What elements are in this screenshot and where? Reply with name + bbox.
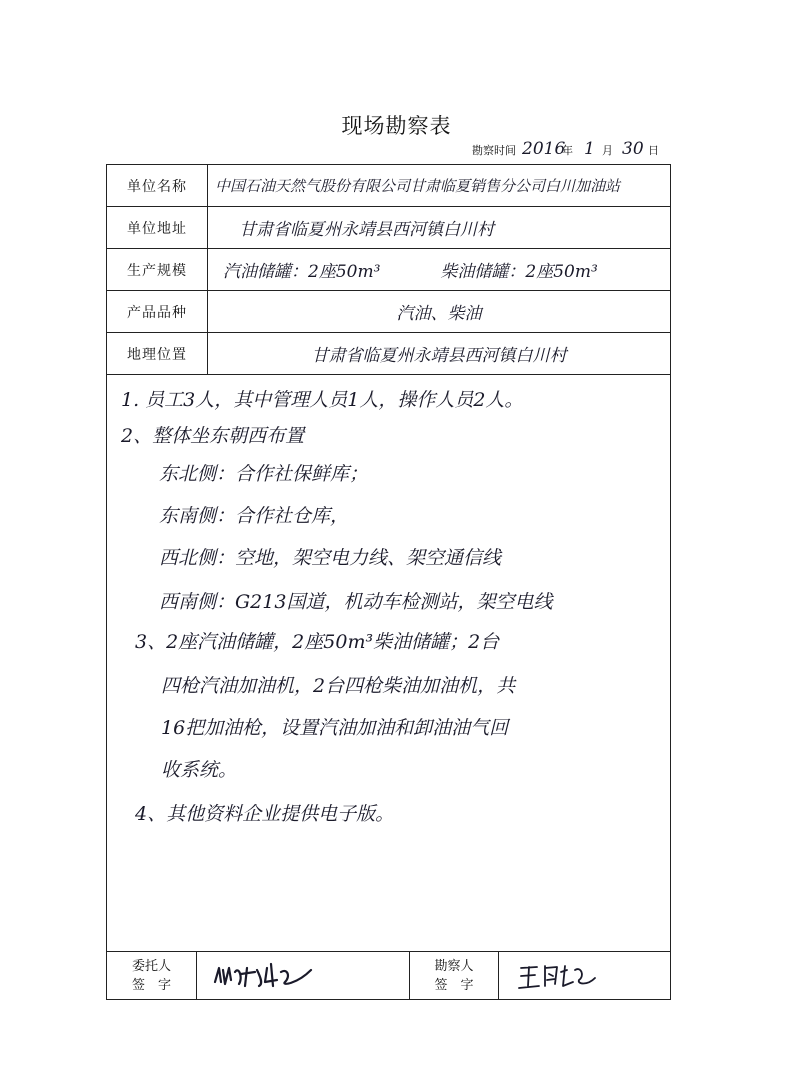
surveyor-signature-label	[409, 952, 499, 999]
survey-form	[106, 164, 671, 1000]
date-month: 1	[584, 139, 595, 159]
client-label-line2: 签 字	[131, 977, 171, 993]
note-line: 西南侧：G213国道，机动车检测站，架空电线	[159, 591, 553, 613]
note-line: 2、整体坐东朝西布置	[121, 425, 305, 447]
date-day-unit: 日	[648, 144, 659, 157]
field-row-location	[107, 333, 670, 375]
field-value-unit-name: 中国石油天然气股份有限公司甘肃临夏销售分公司白川加油站	[215, 177, 621, 195]
field-value-address: 甘肃省临夏州永靖县西河镇白川村	[239, 220, 494, 240]
field-row-address	[107, 207, 670, 249]
field-value-scale	[223, 249, 664, 290]
surveyor-label-line1: 勘察人	[434, 958, 474, 974]
field-value-location: 甘肃省临夏州永靖县西河镇白川村	[311, 346, 567, 366]
field-row-products	[107, 291, 670, 333]
surveyor-signature-image	[515, 958, 605, 994]
field-label: 生产规模	[107, 249, 208, 290]
date-day: 30	[622, 139, 644, 159]
diesel-tank-value: 柴油储罐：2座50m³	[440, 262, 598, 282]
survey-notes	[107, 375, 670, 951]
field-label: 单位地址	[107, 207, 208, 248]
client-signature-image	[211, 958, 321, 994]
form-title: 现场勘察表	[341, 114, 452, 138]
field-label: 产品品种	[107, 291, 208, 332]
date-year: 2016	[522, 139, 566, 159]
note-line: 东北侧：合作社保鲜库；	[159, 463, 369, 485]
note-line: 3、2座汽油储罐，2座50m³柴油储罐；2台	[135, 631, 500, 653]
client-label-line1: 委托人	[131, 958, 171, 974]
surveyor-label-line2: 签 字	[434, 977, 474, 993]
note-line: 4、其他资料企业提供电子版。	[135, 803, 395, 825]
note-line: 16把加油枪，设置汽油加油和卸油油气回	[161, 717, 509, 739]
signature-row	[107, 951, 670, 999]
date-year-unit: 年	[562, 144, 573, 157]
field-label: 地理位置	[107, 333, 208, 374]
note-line: 西北侧：空地，架空电力线、架空通信线	[159, 547, 502, 569]
client-signature-label	[107, 952, 197, 999]
field-label: 单位名称	[107, 165, 208, 206]
field-value-products: 汽油、柴油	[396, 304, 482, 324]
survey-date	[472, 138, 672, 162]
date-month-unit: 月	[602, 144, 613, 157]
surveyor-signature	[515, 952, 605, 999]
date-label: 勘察时间	[472, 144, 516, 157]
field-row-unit-name	[107, 165, 670, 207]
note-line: 四枪汽油加油机，2台四枪柴油加油机，共	[161, 675, 516, 697]
note-line: 收系统。	[161, 759, 238, 781]
note-line: 东南侧：合作社仓库，	[159, 505, 350, 527]
note-line: 1. 员工3人，其中管理人员1人，操作人员2人。	[121, 389, 524, 411]
gasoline-tank-value: 汽油储罐：2座50m³	[223, 262, 381, 282]
client-signature	[211, 952, 321, 999]
field-row-scale	[107, 249, 670, 291]
